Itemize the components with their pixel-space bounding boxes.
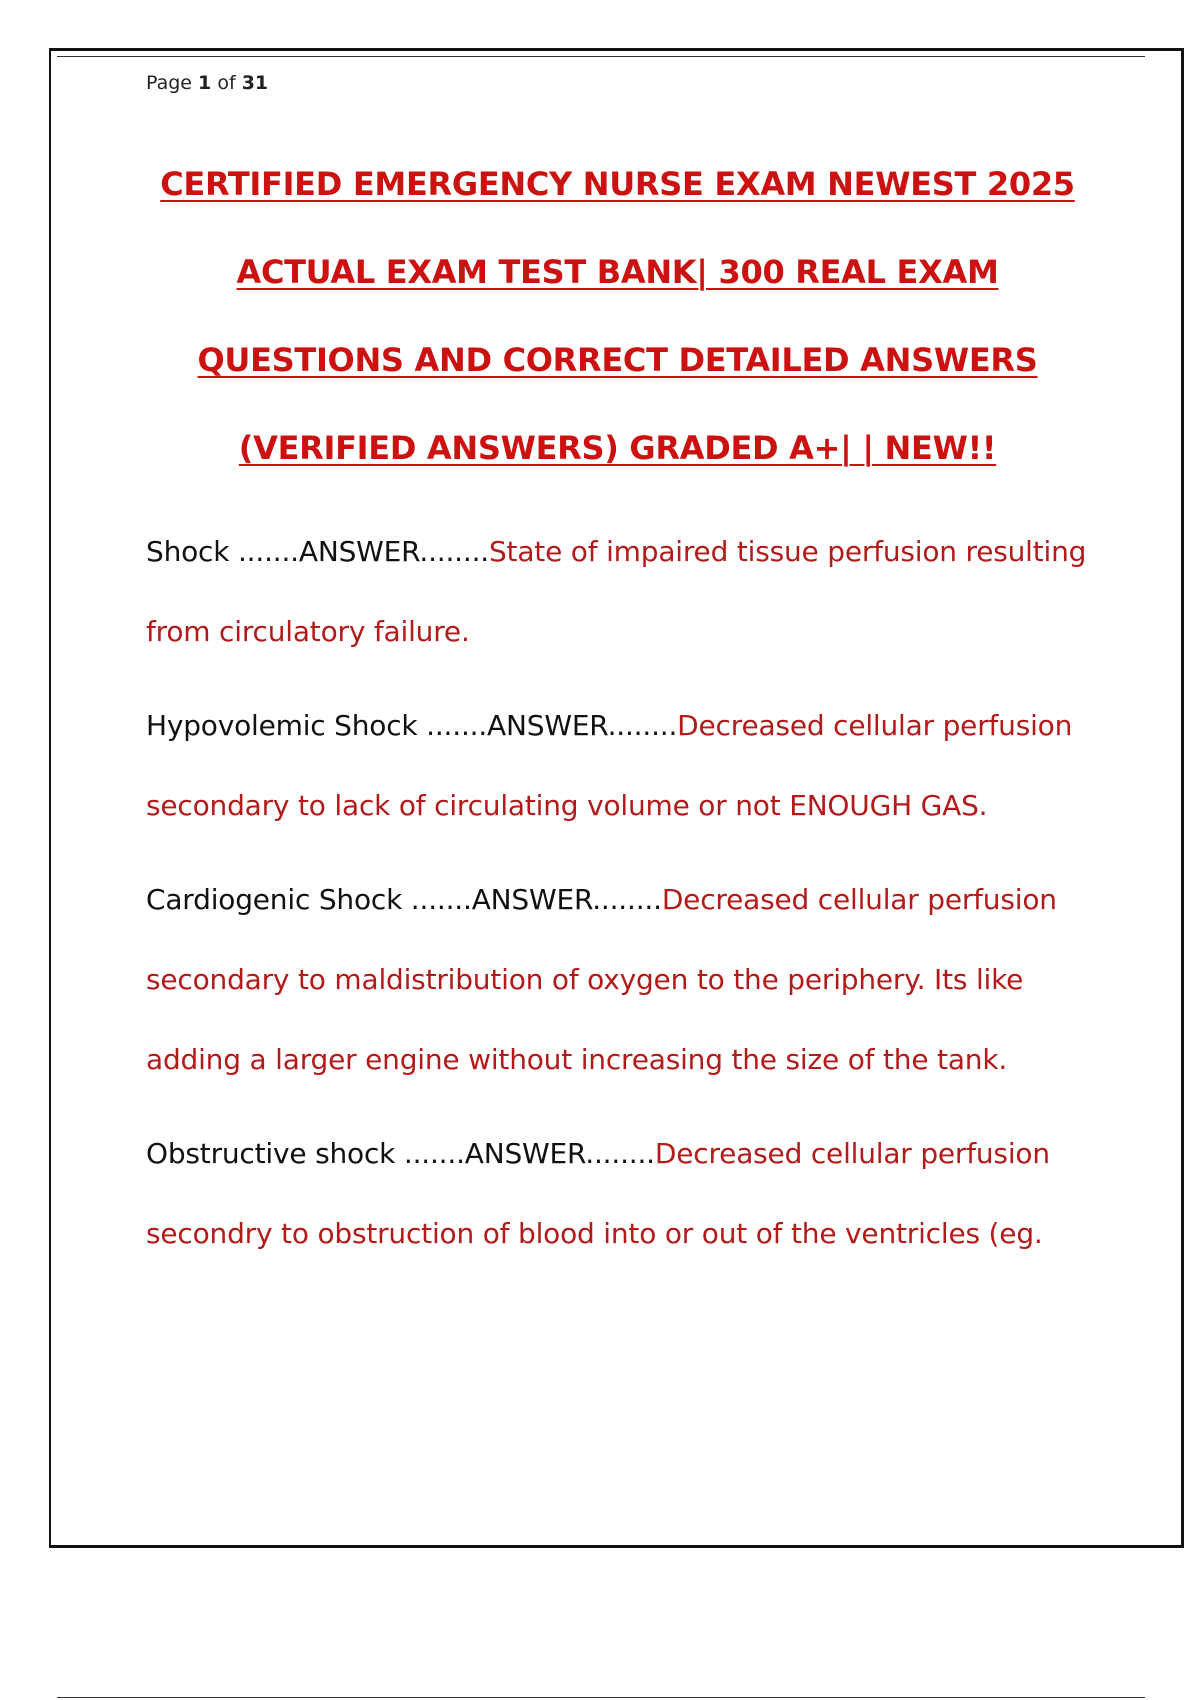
qa-answer: Decreased cellular perfusion secondry to obstruction of blood into or out of the ventricles (eg.	[146, 1137, 1050, 1250]
page-counter-prefix: Page	[146, 72, 192, 94]
qa-separator: .......ANSWER........	[417, 709, 678, 742]
qa-list	[146, 512, 1106, 1288]
qa-term: Hypovolemic Shock	[146, 709, 418, 742]
document-title	[100, 140, 1135, 492]
qa-separator: .......ANSWER........	[229, 535, 489, 568]
qa-term: Shock	[146, 535, 230, 568]
qa-separator: .......ANSWER........	[402, 883, 662, 916]
qa-entry-shock	[146, 512, 1106, 672]
qa-separator: .......ANSWER........	[395, 1137, 655, 1170]
qa-entry-hypovolemic-shock	[146, 686, 1106, 846]
page-counter-separator: of	[217, 72, 236, 94]
qa-term: Cardiogenic Shock	[146, 883, 403, 916]
page-counter-total: 31	[241, 72, 269, 94]
qa-term: Obstructive shock	[146, 1137, 396, 1170]
page-counter	[146, 72, 268, 94]
qa-entry-cardiogenic-shock	[146, 860, 1106, 1100]
qa-answer: State of impaired tissue perfusion resulting from circulatory failure.	[146, 535, 1087, 648]
title-line-4: (VERIFIED ANSWERS) GRADED A+| | NEW!!	[238, 429, 997, 467]
bottom-rule	[57, 1697, 1145, 1698]
qa-entry-obstructive-shock	[146, 1114, 1106, 1274]
page-counter-current: 1	[198, 72, 212, 94]
qa-answer: Decreased cellular perfusion secondary to maldistribution of oxygen to the periphery. Its like adding a larger engine without increasing the size of the tank.	[146, 883, 1057, 1076]
qa-answer: Decreased cellular perfusion secondary to lack of circulating volume or not ENOUGH GAS.	[146, 709, 1073, 822]
title-line-2: ACTUAL EXAM TEST BANK| 300 REAL EXAM	[236, 253, 999, 291]
title-line-1: CERTIFIED EMERGENCY NURSE EXAM NEWEST 2025	[160, 165, 1075, 203]
title-line-3: QUESTIONS AND CORRECT DETAILED ANSWERS	[197, 341, 1038, 379]
top-rule	[57, 56, 1145, 57]
